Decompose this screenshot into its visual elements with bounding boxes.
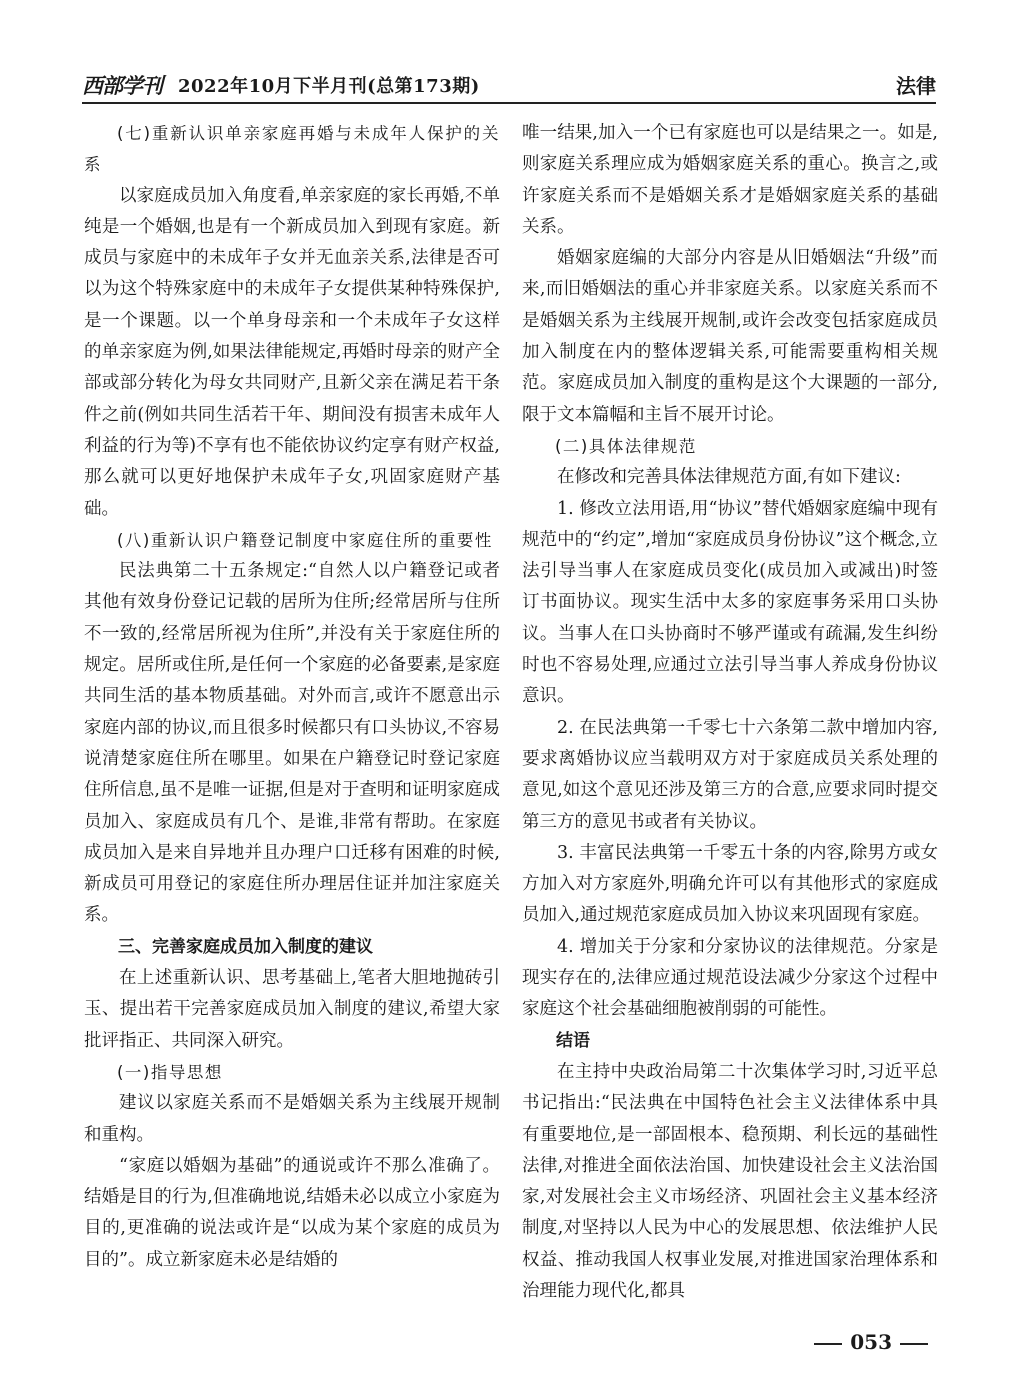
- header-rule: [82, 102, 936, 104]
- subsection-heading: (二)具体法律规范: [555, 436, 697, 456]
- subsection-heading: (一)指导思想: [117, 1062, 223, 1082]
- paragraph: 婚姻家庭编的大部分内容是从旧婚姻法“升级”而来,而旧婚姻法的重心并非家庭关系。以家庭关系而不是婚姻关系为主线展开规制,或许会改变包括家庭成员加入制度在内的整体逻辑关系,可能需要重构相关规范。家庭成员加入制度的重构是这个大课题的一部分,限于文本篇幅和主旨不展开讨论。: [522, 248, 938, 425]
- dash-right: [900, 1343, 928, 1345]
- page-number-text: 053: [850, 1330, 892, 1354]
- paragraph: 唯一结果,加入一个已有家庭也可以是结果之一。如是,则家庭关系理应成为婚姻家庭关系的重心。换言之,或许家庭关系而不是婚姻关系才是婚姻家庭关系的基础关系。: [522, 123, 938, 237]
- paragraph: 建议以家庭关系而不是婚姻关系为主线展开规制和重构。: [84, 1093, 500, 1145]
- page-number: [806, 1330, 936, 1354]
- paragraph: 2. 在民法典第一千零七十六条第二款中增加内容,要求离婚协议应当载明双方对于家庭成员关系处理的意见,如这个意见还涉及第三方的合意,应要求同时提交第三方的意见书或者有关协议。: [522, 717, 938, 832]
- paragraph: 在主持中央政治局第二十次集体学习时,习近平总书记指出:“民法典在中国特色社会主义法律体系中具有重要地位,是一部固根本、稳预期、利长远的基础性法律,对推进全面依法治国、加快建设社会主义法治国家,对发展社会主义市场经济、巩固社会主义基本经济制度,对坚持以人民为中心的发展思想、依法维护人民权益、推动我国人权事业发展,对推进国家治理体系和治理能力现代化,都具: [522, 1061, 938, 1301]
- paragraph: 1. 修改立法用语,用“协议”替代婚姻家庭编中现有规范中的“约定”,增加“家庭成员身份协议”这个概念,立法引导当事人在家庭成员变化(成员加入或减出)时签订书面协议。现实生活中太多的家庭事务采用口头协议。当事人在口头协商时不够严谨或有疏漏,发生纠纷时也不容易处理,应通过立法引导当事人养成身份协议意识。: [522, 498, 938, 707]
- paragraph: 在修改和完善具体法律规范方面,有如下建议:: [557, 467, 901, 488]
- paragraph: 在上述重新认识、思考基础上,笔者大胆地抛砖引玉、提出若干完善家庭成员加入制度的建议,希望大家批评指正、共同深入研究。: [84, 968, 500, 1051]
- paragraph: 民法典第二十五条规定:“自然人以户籍登记或者其他有效身份登记记载的居所为住所;经常居所与住所不一致的,经常居所视为住所”,并没有关于家庭住所的规定。居所或住所,是任何一个家庭的必备要素,是家庭共同生活的基本物质基础。对外而言,或许不愿意出示家庭内部的协议,而且很多时候都只有口头协议,不容易说清楚家庭住所在哪里。如果在户籍登记时登记家庭住所信息,虽不是唯一证据,但是对于查明和证明家庭成员加入、家庭成员有几个、是谁,非常有帮助。在家庭成员加入是来自异地并且办理户口迁移有困难的时候,新成员可用登记的家庭住所办理居住证并加注家庭关系。: [84, 561, 500, 926]
- right-column: [522, 118, 938, 1307]
- journal-logo: 西部学刊: [82, 73, 162, 98]
- paragraph: 3. 丰富民法典第一千零五十条的内容,除男方或女方加入对方家庭外,明确允许可以有其他形式的家庭成员加入,通过规范家庭成员加入协议来巩固现有家庭。: [522, 842, 938, 926]
- paragraph: 4. 增加关于分家和分家协议的法律规范。分家是现实存在的,法律应通过规范设法减少分家这个过程中家庭这个社会基础细胞被削弱的可能性。: [522, 936, 938, 1020]
- section-heading: 结语: [556, 1030, 590, 1051]
- page-header: [82, 68, 936, 102]
- section-title: 法律: [896, 74, 936, 98]
- issue-info: 2022年10月下半月刊(总第173期): [178, 76, 480, 97]
- paragraph: 以家庭成员加入角度看,单亲家庭的家长再婚,不单纯是一个婚姻,也是有一个新成员加入到现有家庭。新成员与家庭中的未成年子女并无血亲关系,法律是否可以为这个特殊家庭中的未成年子女提供某种特殊保护,是一个课题。以一个单身母亲和一个未成年子女这样的单亲家庭为例,如果法律能规定,再婚时母亲的财产全部或部分转化为母女共同财产,且新父亲在满足若干条件之前(例如共同生活若干年、期间没有损害未成年人利益的行为等)不享有也不能依协议约定享有财产权益,那么就可以更好地保护未成年子女,巩固家庭财产基础。: [84, 185, 500, 519]
- left-column: [84, 118, 500, 1276]
- subsection-heading: (八)重新认识户籍登记制度中家庭住所的重要性: [117, 530, 493, 550]
- section-heading: 三、完善家庭成员加入制度的建议: [118, 936, 373, 957]
- paragraph: “家庭以婚姻为基础”的通说或许不那么准确了。结婚是目的行为,但准确地说,结婚未必以成立小家庭为目的,更准确的说法或许是“以成为某个家庭的成员为目的”。成立新家庭未必是结婚的: [84, 1155, 500, 1270]
- dash-left: [814, 1343, 842, 1345]
- subsection-heading: (七)重新认识单亲家庭再婚与未成年人保护的关系: [84, 124, 500, 175]
